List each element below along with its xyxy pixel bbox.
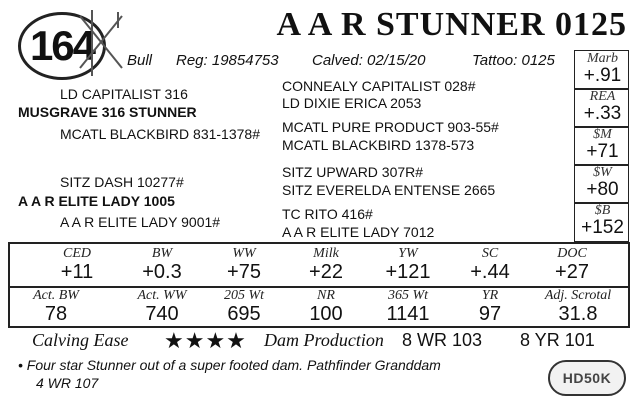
pedigree-sire: MUSGRAVE 316 STUNNER	[18, 104, 197, 120]
dam-production-yr: 8 YR 101	[520, 330, 595, 350]
animal-name-title: A A R STUNNER 0125	[276, 6, 627, 43]
epd-label-milk: Milk	[313, 246, 339, 261]
epd-value-yw: +121	[385, 261, 431, 283]
comment-line-1: • Four star Stunner out of a super footed dam. Pathfinder Granddam	[18, 357, 441, 373]
index-box-b	[574, 202, 629, 242]
index-label-m: $M	[593, 127, 612, 142]
epd-label-sc: SC	[481, 246, 499, 261]
index-label-rea: REA	[589, 89, 616, 104]
comment-line-2: 4 WR 107	[36, 375, 99, 391]
epd-label-doc: DOC	[557, 246, 587, 261]
calving-dam-row	[8, 330, 630, 354]
epd-label-ww: WW	[232, 246, 256, 261]
pedigree-ds-dam: SITZ EVERELDA ENTENSE 2665	[282, 182, 496, 198]
index-value-rea: +.33	[583, 103, 622, 124]
lot-number: 164	[29, 22, 95, 69]
epd-value-doc: +27	[555, 261, 589, 283]
index-value-marb: +.91	[583, 65, 622, 86]
perf-value-365-wt: 1141	[386, 303, 430, 325]
perf-label-act-bw: Act. BW	[33, 288, 79, 303]
perf-value-act-bw: 78	[44, 303, 68, 325]
pedigree-dam-dam: A A R ELITE LADY 9001#	[60, 214, 221, 230]
perf-value-act-ww: 740	[145, 303, 179, 325]
lot-comment	[18, 356, 441, 392]
perf-label-yr: YR	[481, 288, 499, 303]
epd-label-bw: BW	[151, 246, 173, 261]
dam-production-wr: 8 WR 103	[402, 330, 483, 350]
pedigree-sire-sire: LD CAPITALIST 316	[60, 86, 188, 102]
index-label-b: $B	[594, 203, 611, 218]
epd-value-sc: +.44	[470, 261, 510, 283]
dam-production-label: Dam Production	[264, 330, 384, 350]
perf-label-nr: NR	[317, 288, 335, 303]
epd-label-yw: YW	[398, 246, 418, 261]
index-label-w: $W	[593, 165, 612, 180]
perf-value-yr: 97	[478, 303, 502, 325]
epd-label-ced: CED	[63, 246, 91, 261]
hd50k-badge	[548, 360, 626, 396]
pedigree-dam: A A R ELITE LADY 1005	[18, 193, 175, 209]
index-box-m	[574, 126, 629, 166]
index-label-marb: Marb	[586, 51, 619, 66]
index-value-b: +152	[581, 217, 624, 238]
index-box-marb	[574, 50, 629, 90]
pedigree-dd-sire: TC RITO 416#	[282, 206, 373, 222]
epd-value-ced: +11	[60, 261, 94, 283]
perf-value-205-wt: 695	[227, 303, 261, 325]
perf-label-adj-scrotal: Adj. Scrotal	[544, 288, 612, 303]
index-column	[574, 50, 629, 240]
perf-label-205-wt: 205 Wt	[223, 288, 265, 303]
pedigree-sd-dam: MCATL BLACKBIRD 1378-573	[282, 137, 475, 153]
perf-label-act-ww: Act. WW	[137, 288, 187, 303]
tattoo: Tattoo: 0125	[472, 52, 555, 69]
epd-value-bw: +0.3	[142, 261, 182, 283]
index-value-w: +80	[586, 179, 619, 200]
pedigree-dd-dam: A A R ELITE LADY 7012	[282, 224, 435, 240]
perf-value-nr: 100	[309, 303, 343, 325]
pedigree-sd-sire: MCATL PURE PRODUCT 903-55#	[282, 119, 499, 135]
calved-date: Calved: 02/15/20	[312, 52, 426, 69]
registration-number: Reg: 19854753	[176, 52, 279, 69]
hd50k-badge-text: HD50K	[562, 370, 612, 386]
calving-ease-label: Calving Ease	[32, 330, 129, 350]
pedigree-sire-dam: MCATL BLACKBIRD 831-1378#	[60, 126, 260, 142]
perf-label-365-wt: 365 Wt	[387, 288, 429, 303]
pedigree-ds-sire: SITZ UPWARD 307R#	[282, 164, 424, 180]
perf-value-adj-scrotal: 31.8	[558, 303, 598, 325]
index-value-m: +71	[586, 141, 619, 162]
pedigree-ss-sire: CONNEALY CAPITALIST 028#	[282, 78, 476, 94]
pedigree-dam-sire: SITZ DASH 10277#	[60, 174, 184, 190]
index-box-w	[574, 164, 629, 204]
epd-value-ww: +75	[227, 261, 261, 283]
animal-type: Bull	[127, 52, 153, 69]
calving-ease-stars: ★★★★	[164, 328, 247, 353]
epd-value-milk: +22	[309, 261, 343, 283]
epd-table	[8, 242, 630, 328]
index-box-rea	[574, 88, 629, 128]
pedigree-ss-dam: LD DIXIE ERICA 2053	[282, 95, 422, 111]
